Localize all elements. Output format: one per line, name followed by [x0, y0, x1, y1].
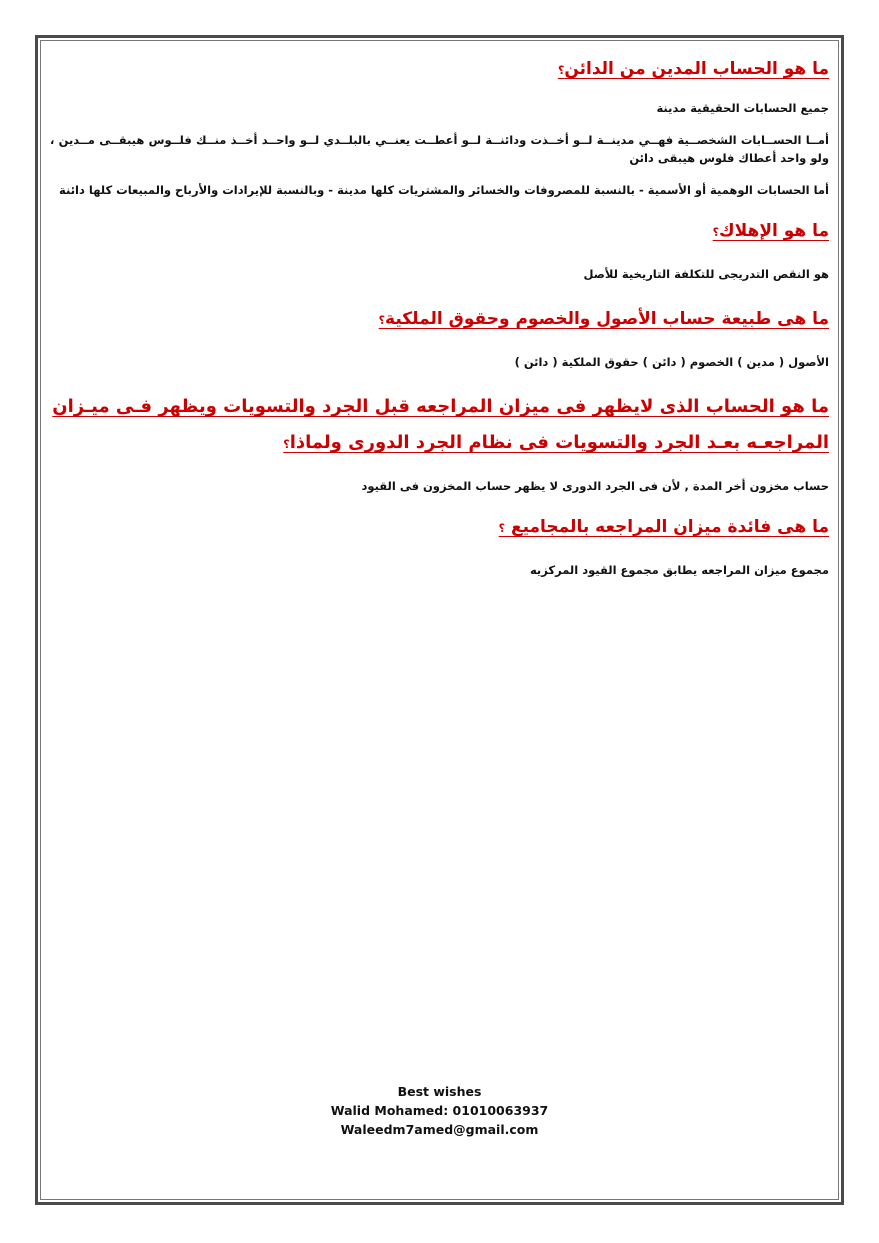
section-inventory-account [50, 389, 829, 495]
paragraph: هو النقص التدريجى للتكلفة التاريخية للأصل [583, 267, 829, 281]
paragraph: الأصول ( مدين ) الخصوم ( دائن ) حقوق الملكية ( دائن ) [514, 355, 829, 369]
paragraph: حساب مخزون أخر المدة , لأن فى الجرد الدورى لا يظهر حساب المخزون فى القيود [361, 479, 829, 493]
section-depreciation [50, 217, 829, 283]
section-trial-balance [50, 513, 829, 579]
section-heading: ما هى فائدة ميزان المراجعه بالمجاميع ؟ [498, 517, 829, 537]
footer-signature [40, 1082, 839, 1139]
section-heading: ما هى طبيعة حساب الأصول والخصوم وحقوق الملكية؟ [378, 309, 829, 329]
paragraph: أما الحسابات الوهمية أو الأسمية - بالنسبة للمصروفات والخسائر والمشتريات كلها مدينة - وبالنسبة للإيرادات والأرباح والمبيعات كلها دائنة [59, 183, 829, 197]
document-body [50, 55, 829, 579]
section-heading: ما هو الإهلاك؟ [712, 221, 829, 241]
section-heading: ما هو الحساب الذى لايظهر فى ميزان المراجعه قبل الجرد والتسويات ويظهر فـى ميـزان المراجعـه بعـد الجرد والتسويات فى نظام الجرد الدورى ولماذا؟ [52, 396, 829, 453]
section-debit-credit [50, 55, 829, 199]
footer-name-phone: Walid Mohamed: 01010063937 [330, 1103, 549, 1118]
section-heading: ما هو الحساب المدين من الدائن؟ [557, 59, 829, 79]
section-account-nature [50, 305, 829, 371]
paragraph: جميع الحسابات الحقيقية مدينة [656, 101, 829, 115]
paragraph: مجموع ميزان المراجعه يطابق مجموع القيود المركزيه [529, 563, 829, 577]
footer-greeting: Best wishes [397, 1084, 482, 1099]
paragraph: أمــا الحســابات الشخصــية فهــي مدينــة لــو أخــذت ودائنــة لــو أعطــت يعنــي بالبلــدي لــو واحــد أخــذ منــك فلــوس هيبقــى مــدين ، ولو واحد أعطاك فلوس هيبقى دائن [50, 133, 829, 165]
footer-email: Waleedm7amed@gmail.com [340, 1122, 539, 1137]
